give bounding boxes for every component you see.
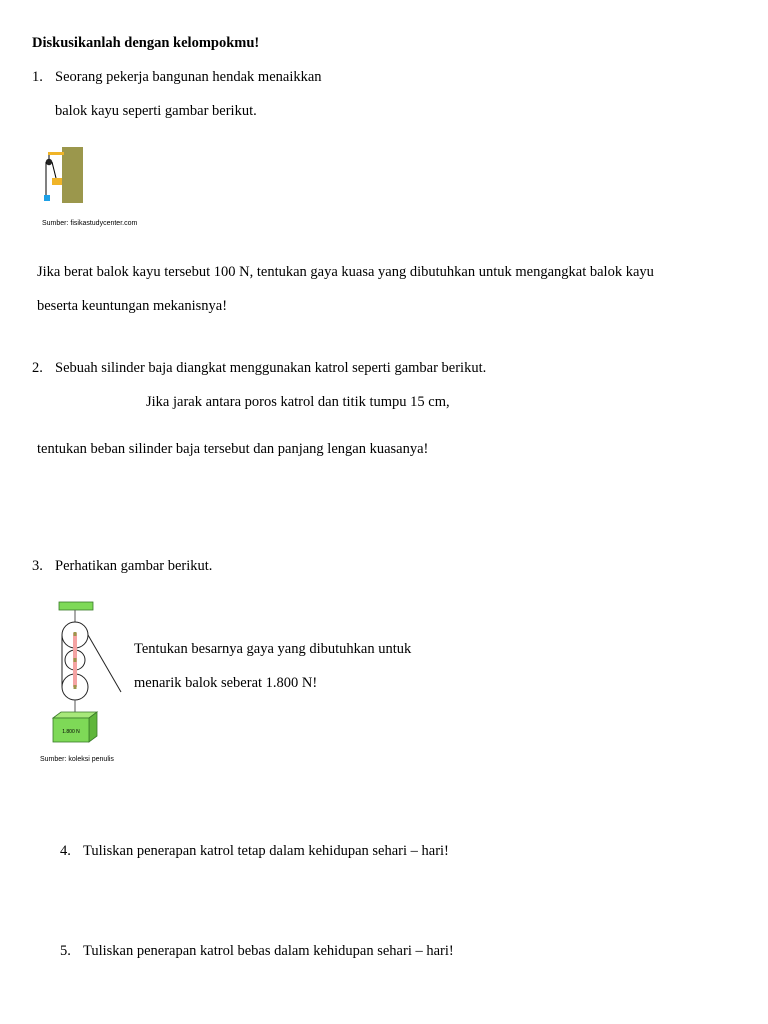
q3-text-line1: Tentukan besarnya gaya yang dibutuhkan untuk bbox=[134, 641, 412, 657]
q1-line2: balok kayu seperti gambar berikut. bbox=[55, 103, 257, 119]
q2-line2: Jika jarak antara poros katrol dan titik tumpu 15 cm, bbox=[146, 394, 450, 410]
q1-wall bbox=[62, 147, 83, 203]
q1-body-line1: Jika berat balok kayu tersebut 100 N, tentukan gaya kuasa yang dibutuhkan untuk mengangkat balok kayu bbox=[37, 264, 654, 280]
q3-figure-source: Sumber: koleksi penulis bbox=[40, 756, 114, 763]
q1-beam bbox=[48, 152, 64, 155]
q5-text: Tuliskan penerapan katrol bebas dalam kehidupan sehari – hari! bbox=[83, 943, 454, 959]
q5-number: 5. bbox=[60, 943, 71, 959]
q1-wood-block bbox=[52, 178, 62, 185]
q2-line1: Sebuah silinder baja diangkat menggunakan katrol seperti gambar berikut. bbox=[55, 360, 487, 376]
q3-load-label: 1.800 N bbox=[62, 729, 80, 735]
q3-text-line2: menarik balok seberat 1.800 N! bbox=[134, 675, 318, 691]
q4-number: 4. bbox=[60, 843, 71, 859]
q1-pulley-wheel bbox=[46, 159, 52, 165]
page-heading: Diskusikanlah dengan kelompokmu! bbox=[32, 35, 260, 51]
q1-pulley-figure bbox=[38, 143, 88, 205]
q2-number: 2. bbox=[32, 360, 43, 376]
q3-number: 3. bbox=[32, 558, 43, 574]
q1-figure-source: Sumber: fisikastudycenter.com bbox=[42, 220, 138, 227]
q1-line1: Seorang pekerja bangunan hendak menaikkan bbox=[55, 69, 322, 85]
q3-pulley-system-figure bbox=[45, 600, 125, 750]
q3-line1: Perhatikan gambar berikut. bbox=[55, 558, 213, 574]
q1-body-line2: beserta keuntungan mekanisnya! bbox=[37, 298, 228, 314]
q2-line3: tentukan beban silinder baja tersebut dan panjang lengan kuasanya! bbox=[37, 441, 429, 457]
q4-text: Tuliskan penerapan katrol tetap dalam kehidupan sehari – hari! bbox=[83, 843, 449, 859]
q1-number: 1. bbox=[32, 69, 43, 85]
q3-ceiling-mount bbox=[59, 602, 93, 610]
q1-weight bbox=[44, 195, 50, 201]
